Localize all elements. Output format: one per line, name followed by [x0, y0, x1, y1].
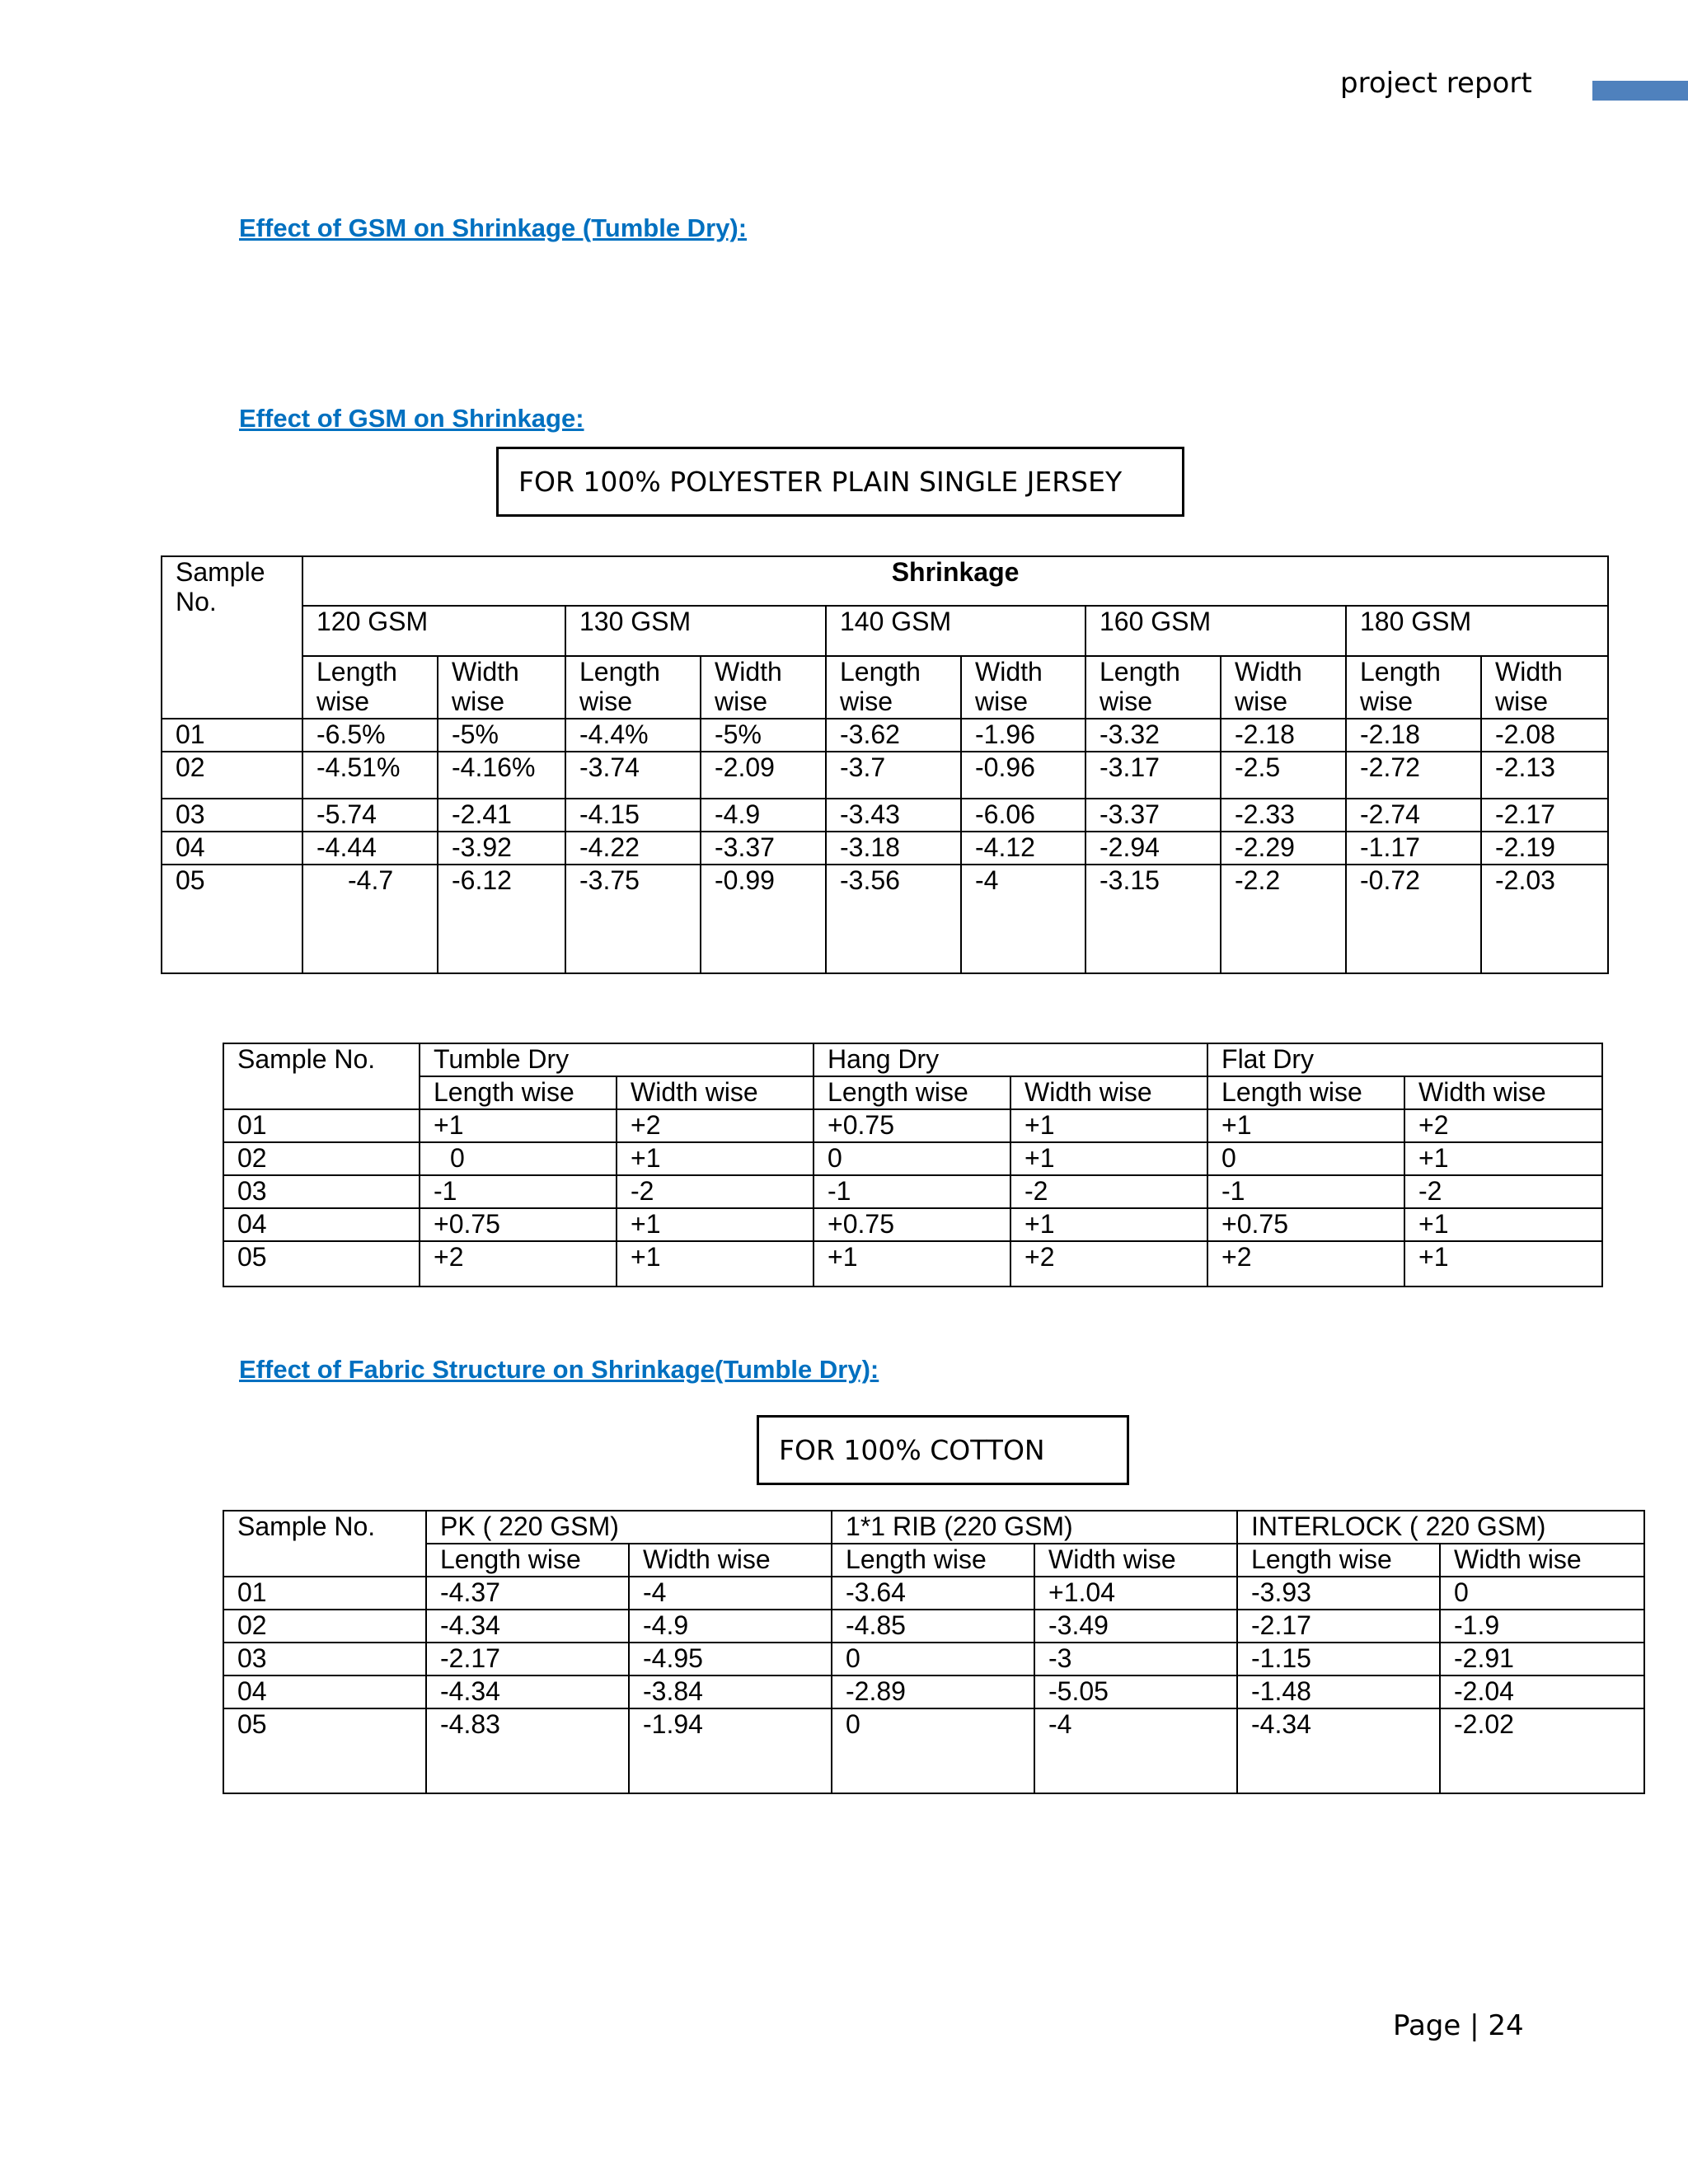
table1-shrinkage-header: Shrinkage — [302, 556, 1608, 606]
table-cell: -3.15 — [1085, 865, 1221, 973]
table3-sub-header: Length wise — [832, 1544, 1034, 1577]
table-row — [223, 1675, 1644, 1708]
table-cell: 01 — [223, 1577, 426, 1610]
table2-sub-header: Length wise — [1207, 1076, 1404, 1109]
table-cell: -6.12 — [438, 865, 565, 973]
table1-gsm-header: 160 GSM — [1085, 606, 1346, 656]
table3-sub-header: Width wise — [629, 1544, 832, 1577]
polyester-label-text: FOR 100% POLYESTER PLAIN SINGLE JERSEY — [518, 465, 1123, 498]
table-cell: -4.83 — [426, 1708, 629, 1793]
table-cell: -1.48 — [1237, 1675, 1440, 1708]
table1-gsm-header: 180 GSM — [1346, 606, 1608, 656]
table-cell: +2 — [1404, 1109, 1602, 1142]
table2-group-header: Tumble Dry — [420, 1043, 814, 1076]
table-cell: +0.75 — [814, 1109, 1010, 1142]
header-accent-bar — [1592, 81, 1688, 101]
table-cell: -2.09 — [701, 752, 826, 799]
table-cell: 05 — [223, 1708, 426, 1793]
table3-sample-header: Sample No. — [223, 1511, 426, 1577]
heading-gsm-shrinkage: Effect of GSM on Shrinkage: — [239, 404, 584, 433]
table2-sub-header: Length wise — [420, 1076, 617, 1109]
table-row — [162, 832, 1608, 865]
gsm-shrinkage-table — [161, 555, 1609, 974]
table-cell: 04 — [162, 832, 302, 865]
table1-sub-header: Width wise — [701, 656, 826, 719]
table2-sub-header: Width wise — [1010, 1076, 1207, 1109]
table2-group-header: Hang Dry — [814, 1043, 1207, 1076]
table-cell: -3.49 — [1034, 1610, 1237, 1643]
table-cell: -2.17 — [426, 1643, 629, 1675]
table-cell: -1.94 — [629, 1708, 832, 1793]
table-cell: -3.84 — [629, 1675, 832, 1708]
table-cell: -4 — [629, 1577, 832, 1610]
table-cell: -5% — [438, 719, 565, 752]
table-row — [223, 1142, 1602, 1175]
table-cell: -4.34 — [426, 1675, 629, 1708]
table-cell: +0.75 — [814, 1208, 1010, 1241]
table-row — [223, 1610, 1644, 1643]
table-cell: -4.22 — [565, 832, 701, 865]
table-cell: -2.04 — [1440, 1675, 1644, 1708]
table-row — [223, 1175, 1602, 1208]
table-cell: -4.15 — [565, 799, 701, 832]
table-cell: +1 — [617, 1142, 814, 1175]
table-cell: -2.18 — [1346, 719, 1481, 752]
page-number: Page | 24 — [1393, 2009, 1524, 2042]
table-cell: 01 — [162, 719, 302, 752]
table-cell: -1.17 — [1346, 832, 1481, 865]
table1-sub-header: Length wise — [826, 656, 961, 719]
table-cell: -6.5% — [302, 719, 438, 752]
table-cell: -2.17 — [1481, 799, 1608, 832]
table1-sub-header: Length wise — [1346, 656, 1481, 719]
table-row — [162, 865, 1608, 973]
table-cell: -2 — [1404, 1175, 1602, 1208]
table-row — [223, 1241, 1602, 1286]
table-cell: 0 — [1207, 1142, 1404, 1175]
table-row — [223, 1643, 1644, 1675]
table-cell: -4 — [961, 865, 1085, 973]
table-cell: -3.17 — [1085, 752, 1221, 799]
table-cell: +1 — [617, 1208, 814, 1241]
table-cell: -4 — [1034, 1708, 1237, 1793]
table-cell: -2.94 — [1085, 832, 1221, 865]
table-cell: -0.96 — [961, 752, 1085, 799]
table-cell: -3.32 — [1085, 719, 1221, 752]
table1-sub-header: Width wise — [961, 656, 1085, 719]
table-cell: -2.91 — [1440, 1643, 1644, 1675]
table-cell: +0.75 — [420, 1208, 617, 1241]
table-cell: +1 — [1010, 1109, 1207, 1142]
table-cell: 0 — [1440, 1577, 1644, 1610]
table-cell: -2.33 — [1221, 799, 1346, 832]
table-cell: 02 — [162, 752, 302, 799]
table-cell: -0.99 — [701, 865, 826, 973]
table-cell: -4.95 — [629, 1643, 832, 1675]
table-cell: -3.56 — [826, 865, 961, 973]
table1-sub-header: Length wise — [1085, 656, 1221, 719]
table-cell: -3.62 — [826, 719, 961, 752]
table-cell: -4.12 — [961, 832, 1085, 865]
table-cell: -2 — [617, 1175, 814, 1208]
table3-group-header: INTERLOCK ( 220 GSM) — [1237, 1511, 1644, 1544]
table-cell: 03 — [223, 1175, 420, 1208]
table-cell: -3.92 — [438, 832, 565, 865]
table-cell: 04 — [223, 1208, 420, 1241]
table-cell: 05 — [223, 1241, 420, 1286]
table-cell: -1 — [1207, 1175, 1404, 1208]
heading-gsm-tumble-dry: Effect of GSM on Shrinkage (Tumble Dry): — [239, 213, 748, 242]
table-cell: +1 — [1207, 1109, 1404, 1142]
table-cell: -2.72 — [1346, 752, 1481, 799]
table-cell: +1 — [1010, 1142, 1207, 1175]
table-cell: 02 — [223, 1610, 426, 1643]
table1-sub-header: Length wise — [565, 656, 701, 719]
table-cell: -4.85 — [832, 1610, 1034, 1643]
table2-group-header: Flat Dry — [1207, 1043, 1602, 1076]
table-cell: -2.74 — [1346, 799, 1481, 832]
table-row — [162, 752, 1608, 799]
table2-sample-header: Sample No. — [223, 1043, 420, 1109]
table-cell: -3.43 — [826, 799, 961, 832]
table-cell: -3.93 — [1237, 1577, 1440, 1610]
table1-sub-header: Width wise — [438, 656, 565, 719]
table-cell: -1.15 — [1237, 1643, 1440, 1675]
table-cell: -1 — [420, 1175, 617, 1208]
table-cell: -4.34 — [426, 1610, 629, 1643]
table-cell: +1 — [1404, 1208, 1602, 1241]
table1-gsm-header: 140 GSM — [826, 606, 1085, 656]
table1-sub-header: Length wise — [302, 656, 438, 719]
table-row — [162, 719, 1608, 752]
table-cell: -2 — [1010, 1175, 1207, 1208]
table2-sub-header: Width wise — [1404, 1076, 1602, 1109]
table-cell: -3.37 — [1085, 799, 1221, 832]
table-cell: +1 — [1404, 1241, 1602, 1286]
table-cell: -0.72 — [1346, 865, 1481, 973]
table-cell: -1.9 — [1440, 1610, 1644, 1643]
table3-sub-header: Length wise — [1237, 1544, 1440, 1577]
cotton-label-box — [757, 1415, 1129, 1485]
table-cell: -4.9 — [701, 799, 826, 832]
table-cell: -5% — [701, 719, 826, 752]
table-cell: -4.16% — [438, 752, 565, 799]
table-cell: +1.04 — [1034, 1577, 1237, 1610]
table-cell: -2.41 — [438, 799, 565, 832]
table-cell: -2.08 — [1481, 719, 1608, 752]
table-cell: -4.44 — [302, 832, 438, 865]
table-cell: -5.74 — [302, 799, 438, 832]
table-cell: -4.4% — [565, 719, 701, 752]
table3-sub-header: Length wise — [426, 1544, 629, 1577]
table2-sub-header: Length wise — [814, 1076, 1010, 1109]
table-cell: -1 — [814, 1175, 1010, 1208]
table3-sub-header: Width wise — [1034, 1544, 1237, 1577]
table-cell: -3.64 — [832, 1577, 1034, 1610]
table-cell: -3.75 — [565, 865, 701, 973]
table1-gsm-header: 130 GSM — [565, 606, 826, 656]
table-cell: -4.37 — [426, 1577, 629, 1610]
table-cell: -2.19 — [1481, 832, 1608, 865]
table-cell: +1 — [1010, 1208, 1207, 1241]
table-cell: -2.13 — [1481, 752, 1608, 799]
table-cell: 0 — [814, 1142, 1010, 1175]
table-cell: 04 — [223, 1675, 426, 1708]
table-cell: -4.7 — [302, 865, 438, 973]
table-cell: -3.7 — [826, 752, 961, 799]
table-cell: -2.02 — [1440, 1708, 1644, 1793]
table-cell: 01 — [223, 1109, 420, 1142]
table-row — [223, 1208, 1602, 1241]
table-cell: -2.29 — [1221, 832, 1346, 865]
table-cell: -3.74 — [565, 752, 701, 799]
table-row — [223, 1577, 1644, 1610]
table-cell: -4.34 — [1237, 1708, 1440, 1793]
table-cell: -4.9 — [629, 1610, 832, 1643]
table-row — [223, 1109, 1602, 1142]
table-cell: -3.18 — [826, 832, 961, 865]
polyester-label-box — [496, 447, 1184, 517]
cotton-label-text: FOR 100% COTTON — [779, 1433, 1045, 1466]
table-cell: +1 — [617, 1241, 814, 1286]
table3-sub-header: Width wise — [1440, 1544, 1644, 1577]
table-cell: 0 — [832, 1708, 1034, 1793]
table3-group-header: PK ( 220 GSM) — [426, 1511, 832, 1544]
heading-fabric-structure: Effect of Fabric Structure on Shrinkage(Tumble Dry): — [239, 1355, 879, 1384]
table-row — [223, 1708, 1644, 1793]
table-row — [162, 799, 1608, 832]
table-cell: -2.18 — [1221, 719, 1346, 752]
table-cell: +1 — [814, 1241, 1010, 1286]
table-cell: -3 — [1034, 1643, 1237, 1675]
table-cell: 03 — [223, 1643, 426, 1675]
table2-sub-header: Width wise — [617, 1076, 814, 1109]
header-title: project report — [1340, 67, 1532, 100]
table-cell: +2 — [1010, 1241, 1207, 1286]
table-cell: -6.06 — [961, 799, 1085, 832]
table1-sample-header: Sample No. — [162, 556, 302, 719]
drying-method-table — [223, 1043, 1603, 1287]
table-cell: 05 — [162, 865, 302, 973]
table-cell: +1 — [1404, 1142, 1602, 1175]
table1-gsm-header: 120 GSM — [302, 606, 565, 656]
table1-sub-header: Width wise — [1481, 656, 1608, 719]
table1-sub-header: Width wise — [1221, 656, 1346, 719]
table-cell: -2.17 — [1237, 1610, 1440, 1643]
table-cell: +0.75 — [1207, 1208, 1404, 1241]
table-cell: -2.03 — [1481, 865, 1608, 973]
table-cell: +2 — [1207, 1241, 1404, 1286]
table-cell: +2 — [420, 1241, 617, 1286]
table-cell: -3.37 — [701, 832, 826, 865]
table-cell: 0 — [420, 1142, 617, 1175]
table-cell: -1.96 — [961, 719, 1085, 752]
table-cell: -4.51% — [302, 752, 438, 799]
table-cell: -5.05 — [1034, 1675, 1237, 1708]
table-cell: 0 — [832, 1643, 1034, 1675]
table-cell: -2.5 — [1221, 752, 1346, 799]
table3-group-header: 1*1 RIB (220 GSM) — [832, 1511, 1237, 1544]
table-cell: 02 — [223, 1142, 420, 1175]
table-cell: +1 — [420, 1109, 617, 1142]
table-cell: +2 — [617, 1109, 814, 1142]
table-cell: 03 — [162, 799, 302, 832]
table-cell: -2.2 — [1221, 865, 1346, 973]
table-cell: -2.89 — [832, 1675, 1034, 1708]
fabric-structure-table — [223, 1510, 1645, 1794]
